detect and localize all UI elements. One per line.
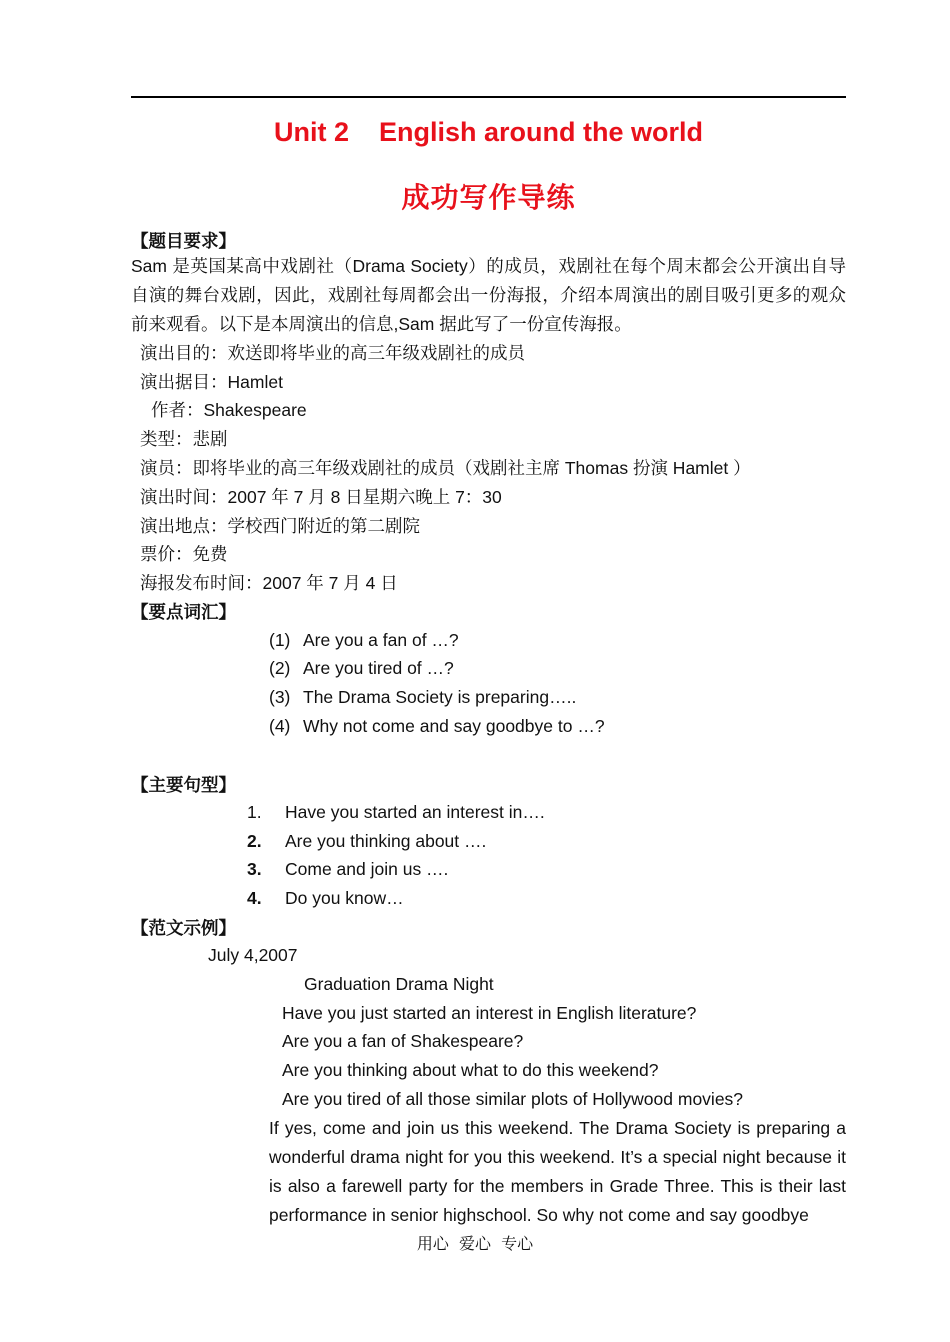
vocab-text: Are you a fan of …? — [303, 630, 459, 650]
poster-question: Have you just started an interest in English literature? — [282, 1003, 697, 1023]
detail-post-date: 海报发布时间：2007 年 7 月 4 日 — [140, 573, 398, 593]
pattern-text: Are you thinking about …. — [285, 831, 487, 851]
poster-title: Graduation Drama Night — [304, 974, 494, 994]
vocab-item — [269, 626, 459, 655]
task-heading: 【题目要求】 — [131, 231, 236, 251]
pattern-number: 1. — [247, 802, 262, 822]
detail-venue: 演出地点：学校西门附近的第二剧院 — [140, 516, 420, 536]
poster-question: Are you a fan of Shakespeare? — [282, 1031, 524, 1051]
detail-time: 演出时间：2007 年 7 月 8 日星期六晚上 7：30 — [140, 487, 502, 507]
vocab-number: (2) — [269, 658, 291, 678]
pattern-number: 2. — [247, 831, 262, 851]
page-footer: 用心 爱心 专心 — [416, 1234, 534, 1253]
detail-play: 演出据目：Hamlet — [140, 372, 283, 392]
pattern-item — [247, 798, 545, 827]
detail-genre: 类型：悲剧 — [140, 429, 228, 449]
detail-price: 票价：免费 — [140, 544, 228, 564]
vocab-number: (4) — [269, 716, 291, 736]
sample-date: July 4,2007 — [208, 945, 298, 965]
pattern-number: 3. — [247, 859, 262, 879]
pattern-item — [247, 827, 486, 856]
task-intro: Sam 是英国某高中戏剧社（Drama Society）的成员，戏剧社在每个周末都会公开演出自导自演的舞台戏剧，因此，戏剧社每周都会出一份海报，介绍本周演出的剧目吸引更多的观众前来观看。以下是本周演出的信息,Sam 据此写了一份宣传海报。 — [131, 256, 846, 334]
vocab-item — [269, 683, 576, 712]
patterns-heading: 【主要句型】 — [131, 775, 236, 795]
vocab-item — [269, 712, 605, 741]
vocab-item — [269, 654, 454, 683]
pattern-number: 4. — [247, 888, 262, 908]
poster-question: Are you tired of all those similar plots of Hollywood movies? — [282, 1089, 744, 1109]
vocab-number: (3) — [269, 687, 291, 707]
pattern-text: Have you started an interest in…. — [285, 802, 545, 822]
detail-purpose: 演出目的：欢送即将毕业的高三年级戏剧社的成员 — [140, 343, 525, 363]
sample-heading: 【范文示例】 — [131, 918, 236, 938]
poster-body: If yes, come and join us this weekend. The Drama Society is preparing a wonderful drama night for you this weekend. It’s a special night because it is also a farewell party for the members in Grade Three. This is their last performance in senior highschool. So why not come and say goodbye — [269, 1118, 846, 1225]
vocab-number: (1) — [269, 630, 291, 650]
pattern-text: Come and join us …. — [285, 859, 449, 879]
vocab-heading: 【要点词汇】 — [131, 602, 236, 622]
vocab-text: Why not come and say goodbye to …? — [303, 716, 605, 736]
pattern-item — [247, 855, 448, 884]
detail-author: 作者：Shakespeare — [151, 400, 307, 420]
vocab-text: The Drama Society is preparing….. — [303, 687, 577, 707]
unit-title: Unit 2 English around the world — [273, 117, 703, 147]
vocab-text: Are you tired of …? — [303, 658, 454, 678]
top-rule — [131, 96, 846, 98]
page-title: 成功写作导练 — [401, 182, 576, 213]
detail-cast: 演员：即将毕业的高三年级戏剧社的成员（戏剧社主席 Thomas 扮演 Hamlet ） — [140, 458, 751, 478]
pattern-item — [247, 884, 404, 913]
poster-question: Are you thinking about what to do this weekend? — [282, 1060, 659, 1080]
pattern-text: Do you know… — [285, 888, 404, 908]
